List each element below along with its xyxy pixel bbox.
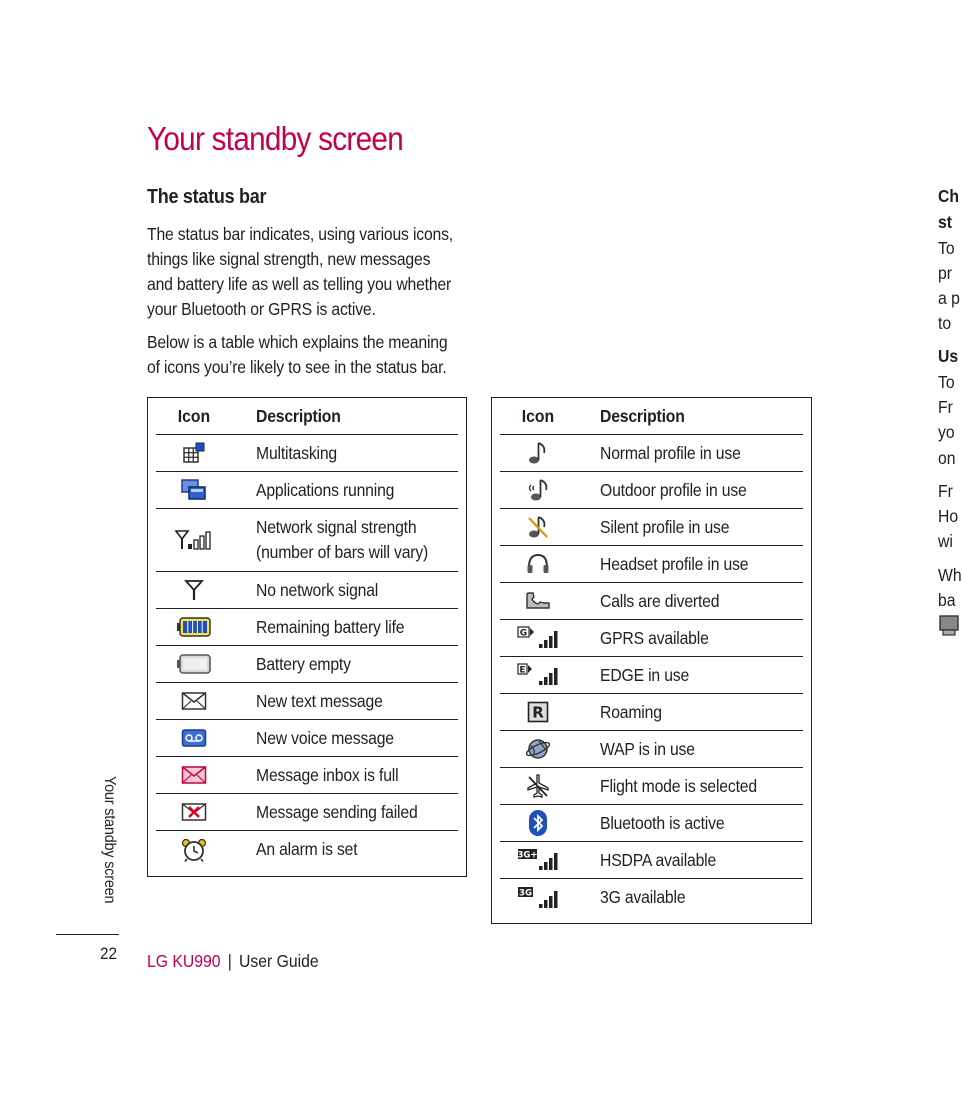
- row-description: EDGE in use: [600, 664, 690, 685]
- section-title: The status bar: [147, 186, 267, 208]
- hsdpa-text: 3G+: [517, 850, 538, 861]
- table-row: [500, 583, 803, 620]
- table-row: [500, 731, 803, 768]
- row-description: Message sending failed: [256, 801, 418, 822]
- cut-off-text: on: [938, 448, 956, 468]
- row-description: Network signal strength (number of bars will vary): [256, 517, 429, 562]
- cut-off-text: ba: [938, 590, 956, 610]
- row-description: An alarm is set: [256, 839, 358, 859]
- table-row: [156, 831, 458, 868]
- table-row: [500, 842, 803, 879]
- cut-off-text: wi: [938, 531, 953, 551]
- gprs-letter: G: [519, 628, 528, 639]
- row-description: New voice message: [256, 727, 394, 748]
- table-row: [500, 657, 803, 694]
- row-description: Message inbox is full: [256, 764, 399, 785]
- table-row: [156, 435, 458, 472]
- cut-off-screen-icon: [939, 615, 954, 637]
- row-description: New text message: [256, 690, 383, 711]
- icon-table-left: [147, 397, 467, 877]
- table-row: [156, 609, 458, 646]
- table-row: [500, 435, 803, 472]
- cut-off-text: yo: [938, 422, 955, 442]
- table-row: [156, 509, 458, 572]
- cut-off-text: pr: [938, 263, 953, 283]
- row-description: Normal profile in use: [600, 442, 741, 463]
- row-description: Multitasking: [256, 442, 337, 463]
- page-number: 22: [100, 944, 118, 963]
- row-description: Headset profile in use: [600, 553, 749, 574]
- inbox-full-icon: [156, 765, 232, 785]
- table-row: [156, 720, 458, 757]
- intro-paragraph: The status bar indicates, using various icons, things like signal strength, new messages and battery life as well as telling you whether your Bluetooth or GPRS is active.: [147, 224, 454, 319]
- table-row: [156, 683, 458, 720]
- icon-column-header: Icon: [177, 405, 211, 426]
- wap-globe-icon: [500, 737, 576, 761]
- cut-off-text: To: [938, 372, 955, 392]
- row-description: Silent profile in use: [600, 516, 730, 537]
- signal-strength-icon: [156, 529, 232, 551]
- table-row: [156, 646, 458, 683]
- cut-off-text: to: [938, 313, 952, 333]
- footer-label: User Guide: [239, 951, 319, 971]
- table-row: [156, 472, 458, 509]
- table-row: [500, 879, 803, 916]
- page-title: Your standby screen: [147, 120, 404, 157]
- roaming-letter: R: [532, 703, 544, 722]
- table-row: [500, 509, 803, 546]
- table-row: [500, 768, 803, 805]
- row-description: Outdoor profile in use: [600, 479, 747, 500]
- row-description: WAP is in use: [600, 738, 695, 759]
- 3g-text: 3G: [519, 888, 532, 898]
- call-divert-icon: [500, 591, 576, 611]
- table-row: [500, 472, 803, 509]
- row-description: Bluetooth is active: [600, 812, 725, 833]
- table-intro-paragraph: Below is a table which explains the meaning of icons you’re likely to see in the status bar.: [147, 332, 448, 377]
- flight-mode-icon: [500, 774, 576, 798]
- row-description: Remaining battery life: [256, 616, 405, 637]
- roaming-icon: [500, 701, 576, 723]
- row-description: No network signal: [256, 579, 379, 600]
- silent-profile-icon: [500, 515, 576, 539]
- table-row: [156, 794, 458, 831]
- row-description: GPRS available: [600, 627, 709, 648]
- table-header: [500, 398, 803, 435]
- outdoor-profile-icon: [500, 478, 576, 502]
- footer: [147, 951, 319, 972]
- footer-brand: LG KU990: [147, 951, 221, 971]
- edge-icon: [500, 663, 576, 687]
- voicemail-icon: [156, 728, 232, 748]
- icon-table-right: [491, 397, 812, 924]
- send-failed-icon: [156, 802, 232, 822]
- row-description: Calls are diverted: [600, 590, 720, 611]
- row-description: HSDPA available: [600, 849, 717, 870]
- table-row: [500, 805, 803, 842]
- headset-icon: [500, 553, 576, 575]
- side-divider: [56, 934, 119, 935]
- cut-off-text: st: [938, 212, 953, 232]
- multitasking-icon: [156, 442, 232, 464]
- cut-off-text: Wh: [938, 565, 962, 585]
- cut-off-text: Fr: [938, 481, 953, 501]
- row-description: Flight mode is selected: [600, 775, 757, 796]
- table-row: [156, 572, 458, 609]
- hsdpa-icon: [500, 848, 576, 872]
- 3g-icon: [500, 886, 576, 910]
- applications-running-icon: [156, 478, 232, 502]
- gprs-icon: [500, 626, 576, 650]
- battery-full-icon: [156, 616, 232, 638]
- cut-off-text: Ho: [938, 506, 959, 526]
- cut-off-text: Fr: [938, 397, 953, 417]
- edge-letter: E: [519, 665, 526, 676]
- row-description: Roaming: [600, 701, 662, 722]
- table-header: [156, 398, 458, 435]
- cut-off-text: To: [938, 238, 955, 258]
- alarm-clock-icon: [156, 838, 232, 862]
- table-row: [500, 620, 803, 657]
- bluetooth-icon: [500, 809, 576, 837]
- table-row: [500, 694, 803, 731]
- row-description: 3G available: [600, 887, 686, 907]
- row-description: Battery empty: [256, 653, 351, 674]
- table-row: [156, 757, 458, 794]
- icon-column-header: Icon: [521, 405, 555, 426]
- table-row: [500, 546, 803, 583]
- cut-off-text: a p: [938, 288, 960, 308]
- side-section-label: Your standby screen: [101, 776, 118, 904]
- cut-off-text: Ch: [938, 186, 959, 206]
- normal-profile-icon: [500, 441, 576, 465]
- battery-empty-icon: [156, 653, 232, 675]
- row-description: Applications running: [256, 479, 395, 500]
- description-column-header: Description: [256, 405, 341, 426]
- no-signal-icon: [156, 579, 232, 601]
- description-column-header: Description: [600, 405, 685, 426]
- footer-separator: |: [227, 951, 232, 971]
- envelope-icon: [156, 691, 232, 711]
- cut-off-text: Us: [938, 346, 959, 366]
